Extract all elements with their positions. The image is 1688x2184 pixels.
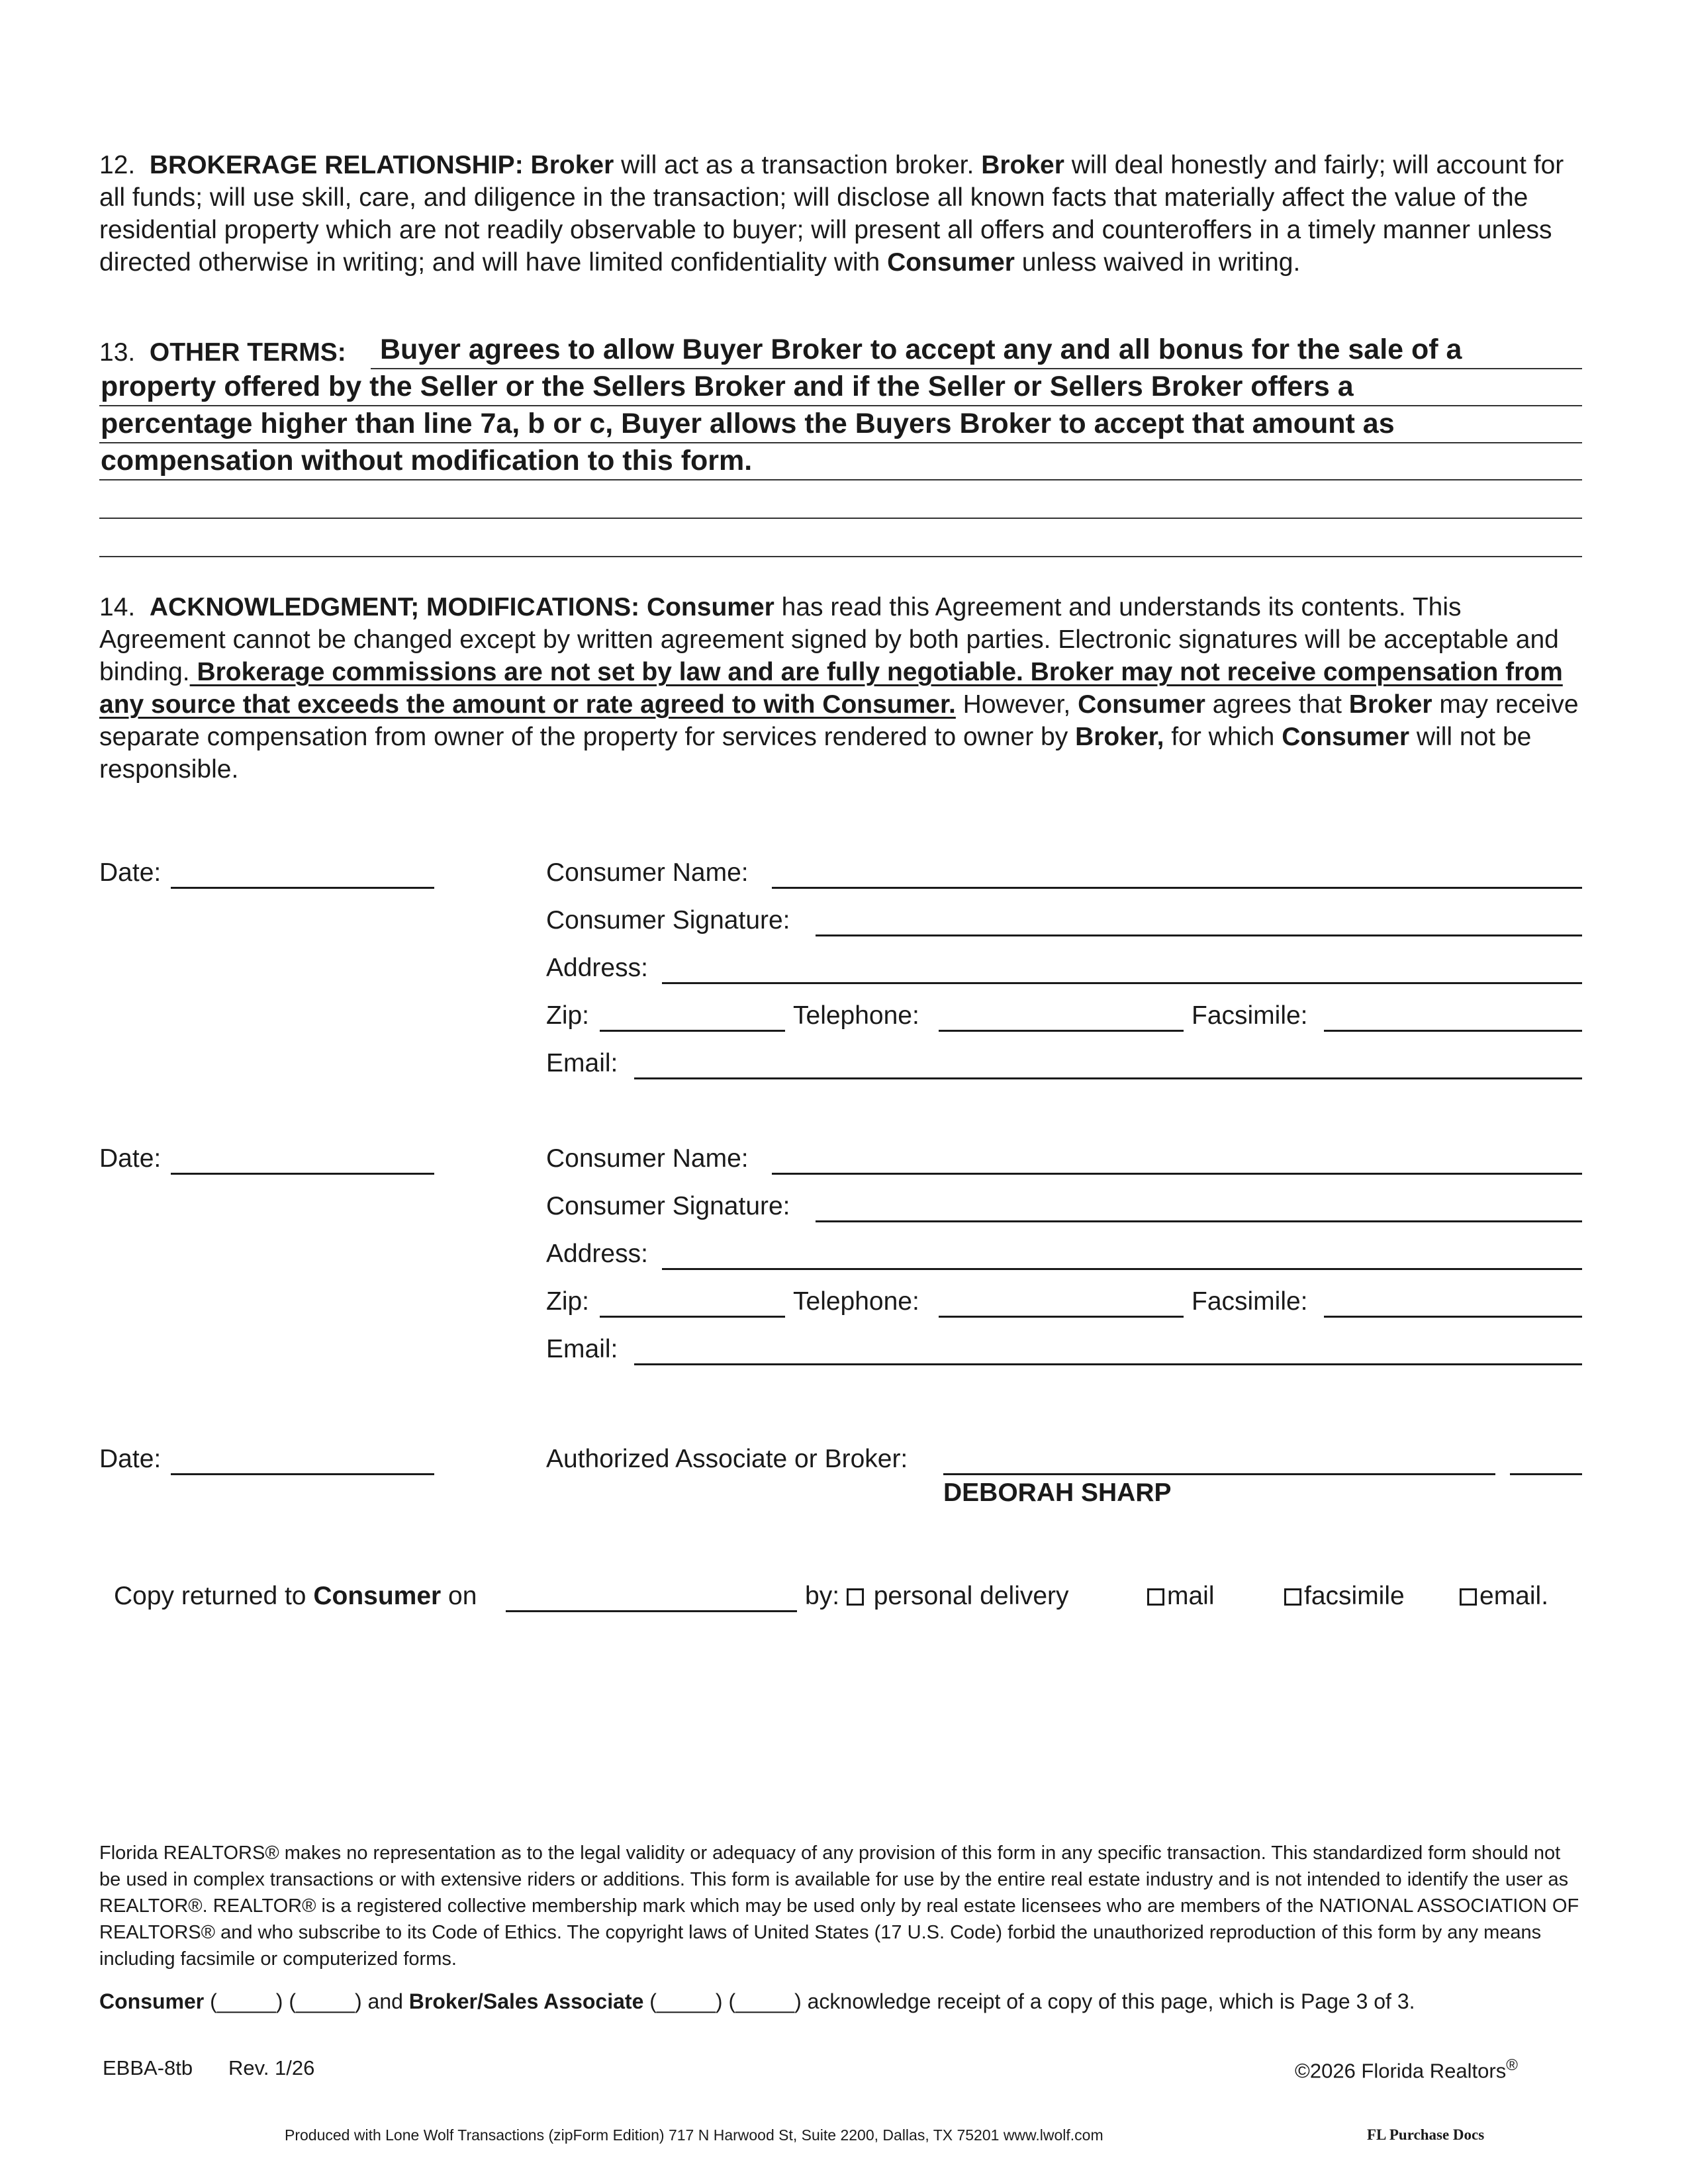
- brand-label: FL Purchase Docs: [1367, 2126, 1485, 2143]
- other-terms-line-5[interactable]: [99, 480, 1582, 519]
- section-heading: ACKNOWLEDGMENT; MODIFICATIONS:: [149, 593, 640, 621]
- other-terms-text-4: compensation without modification to this form.: [101, 445, 753, 477]
- broker-name: DEBORAH SHARP: [943, 1479, 1172, 1507]
- term-consumer: Consumer: [1282, 723, 1410, 751]
- term-consumer: Consumer: [1078, 690, 1205, 719]
- consumer-signature-label: Consumer Signature:: [546, 1192, 790, 1220]
- produced-with: Produced with Lone Wolf Transactions (zipForm Edition) 717 N Harwood St, Suite 2200, Dallas, TX 75201 www.lwolf.com: [285, 2126, 1103, 2144]
- date-label: Date:: [99, 858, 162, 887]
- zip-label: Zip:: [546, 1287, 590, 1316]
- email-label: Email:: [546, 1049, 618, 1077]
- facsimile-field-1[interactable]: [1324, 1003, 1582, 1032]
- telephone-field-1[interactable]: [939, 1003, 1184, 1032]
- section-number: 12.: [99, 151, 136, 179]
- text: However,: [955, 690, 1078, 719]
- copy-returned-date-field[interactable]: [506, 1584, 797, 1612]
- telephone-label: Telephone:: [793, 1287, 919, 1316]
- personal-delivery-checkbox[interactable]: [847, 1588, 864, 1606]
- term-consumer: Consumer: [99, 1989, 205, 2013]
- text: unless waived in writing.: [1014, 248, 1301, 277]
- by-label: by:: [805, 1582, 840, 1610]
- telephone-field-2[interactable]: [939, 1289, 1184, 1318]
- consumer-signature-label: Consumer Signature:: [546, 906, 790, 934]
- term-broker-associate: Broker/Sales Associate: [408, 1989, 644, 2013]
- date-field-3[interactable]: [171, 1447, 434, 1475]
- zip-field-1[interactable]: [600, 1003, 785, 1032]
- section-number: 13.: [99, 338, 136, 367]
- broker-initials-field[interactable]: [1510, 1447, 1582, 1475]
- term-consumer: Consumer: [887, 248, 1015, 277]
- consumer-initials: (_____) (_____) and: [204, 1989, 409, 2013]
- telephone-label: Telephone:: [793, 1001, 919, 1030]
- text: will deal honestly and fairly; will account for all funds; will use skill, care, and diligence in the transaction; will disclose all known facts that materially affect the value of the residential property which are not readily observable to buyer; will present all offers and counteroffers in a timely manner unless directed otherwise in writing; and will have limited confidentiality with: [99, 151, 1564, 277]
- consumer-name-label: Consumer Name:: [546, 858, 749, 887]
- term-consumer: Consumer: [313, 1582, 442, 1610]
- mail-option: [1147, 1580, 1215, 1612]
- section-12: [99, 149, 1582, 279]
- text: will not be responsible.: [99, 723, 1532, 784]
- copy-returned-label: Copy returned to: [114, 1582, 314, 1610]
- term-broker: Broker,: [1075, 723, 1164, 751]
- term-broker: Broker: [981, 151, 1064, 179]
- email-option: [1460, 1580, 1548, 1612]
- term-broker: Broker: [1348, 690, 1432, 719]
- email-field-1[interactable]: [634, 1051, 1582, 1079]
- facsimile-option: [1284, 1580, 1405, 1612]
- text: for which: [1164, 723, 1282, 751]
- other-terms-text-2: property offered by the Seller or the Sellers Broker and if the Seller or Sellers Broker offers a: [101, 371, 1354, 402]
- other-terms-text-1: Buyer agrees to allow Buyer Broker to accept any and all bonus for the sale of a: [380, 334, 1462, 365]
- broker-initials: (_____) (_____) acknowledge receipt of a copy of this page, which is Page 3 of 3.: [643, 1989, 1415, 2013]
- address-field-2[interactable]: [662, 1242, 1582, 1270]
- broker-label: Authorized Associate or Broker:: [546, 1445, 908, 1473]
- section-13-heading: [99, 336, 346, 369]
- form-id: EBBA-8tb: [103, 2056, 193, 2079]
- acknowledge-row: [99, 1988, 1415, 2015]
- email-option-label: email.: [1479, 1582, 1549, 1610]
- facsimile-label: Facsimile:: [1192, 1287, 1308, 1316]
- section-heading: BROKERAGE RELATIONSHIP:: [149, 151, 524, 179]
- text: has read this Agreement and understands its contents. This Agreement cannot be changed except by written agreement signed by both parties. Electronic signatures will be acceptable and binding.: [99, 593, 1559, 686]
- email-label: Email:: [546, 1335, 618, 1363]
- other-terms-line-6[interactable]: [99, 519, 1582, 557]
- facsimile-label: Facsimile:: [1192, 1001, 1308, 1030]
- facsimile-field-2[interactable]: [1324, 1289, 1582, 1318]
- text: will act as a transaction broker.: [614, 151, 982, 179]
- address-label: Address:: [546, 1240, 648, 1268]
- copyright: [1295, 2056, 1518, 2083]
- mail-label: mail: [1167, 1582, 1215, 1610]
- date-label: Date:: [99, 1144, 162, 1173]
- other-terms-text-3: percentage higher than line 7a, b or c, Buyer allows the Buyers Broker to accept that amount as: [101, 408, 1395, 439]
- text: agrees that: [1205, 690, 1349, 719]
- mail-checkbox[interactable]: [1147, 1588, 1164, 1606]
- facsimile-option-label: facsimile: [1304, 1582, 1405, 1610]
- address-field-1[interactable]: [662, 956, 1582, 984]
- zip-label: Zip:: [546, 1001, 590, 1030]
- form-revision: Rev. 1/26: [228, 2056, 315, 2079]
- email-checkbox[interactable]: [1460, 1588, 1477, 1606]
- copy-returned-by: [805, 1580, 1069, 1612]
- consumer-name-field-1[interactable]: [772, 860, 1582, 889]
- date-label: Date:: [99, 1445, 162, 1473]
- facsimile-checkbox[interactable]: [1284, 1588, 1301, 1606]
- date-field-2[interactable]: [171, 1146, 434, 1175]
- zip-field-2[interactable]: [600, 1289, 785, 1318]
- term-broker: Broker: [530, 151, 614, 179]
- email-field-2[interactable]: [634, 1337, 1582, 1365]
- consumer-name-label: Consumer Name:: [546, 1144, 749, 1173]
- broker-signature-field[interactable]: [943, 1447, 1495, 1475]
- copyright-text: ©2026 Florida Realtors: [1295, 2059, 1507, 2083]
- term-consumer: Consumer: [646, 593, 774, 621]
- consumer-name-field-2[interactable]: [772, 1146, 1582, 1175]
- date-field-1[interactable]: [171, 860, 434, 889]
- copy-returned-row: [114, 1580, 477, 1612]
- section-heading: OTHER TERMS:: [149, 338, 346, 367]
- text: on: [441, 1582, 477, 1610]
- address-label: Address:: [546, 954, 648, 982]
- consumer-signature-field-1[interactable]: [816, 908, 1582, 936]
- section-14: [99, 591, 1582, 786]
- text: may receive separate compensation from owner of the property for services rendered to owner by: [99, 690, 1579, 751]
- disclaimer: Florida REALTORS® makes no representation as to the legal validity or adequacy of any provision of this form in any specific transaction. This standardized form should not be used in complex transactions or with extensive riders or additions. This form is available for use by the entire real estate industry and is not intended to identify the user as REALTOR®. REALTOR® is a registered collective membership mark which may be used only by real estate licensees who are members of the NATIONAL ASSOCIATION OF REALTORS® and who subscribe to its Code of Ethics. The copyright laws of United States (17 U.S. Code) forbid the unauthorized reproduction of this form by any means including facsimile or computerized forms.: [99, 1843, 1579, 1970]
- section-number: 14.: [99, 593, 136, 621]
- registered-mark: ®: [1506, 2056, 1518, 2074]
- commission-notice: Brokerage commissions are not set by law and are fully negotiable. Broker may not receive compensation from any source that exceeds the amount or rate agreed to with Consumer.: [99, 658, 1563, 719]
- personal-delivery-label: personal delivery: [873, 1582, 1069, 1610]
- consumer-signature-field-2[interactable]: [816, 1194, 1582, 1222]
